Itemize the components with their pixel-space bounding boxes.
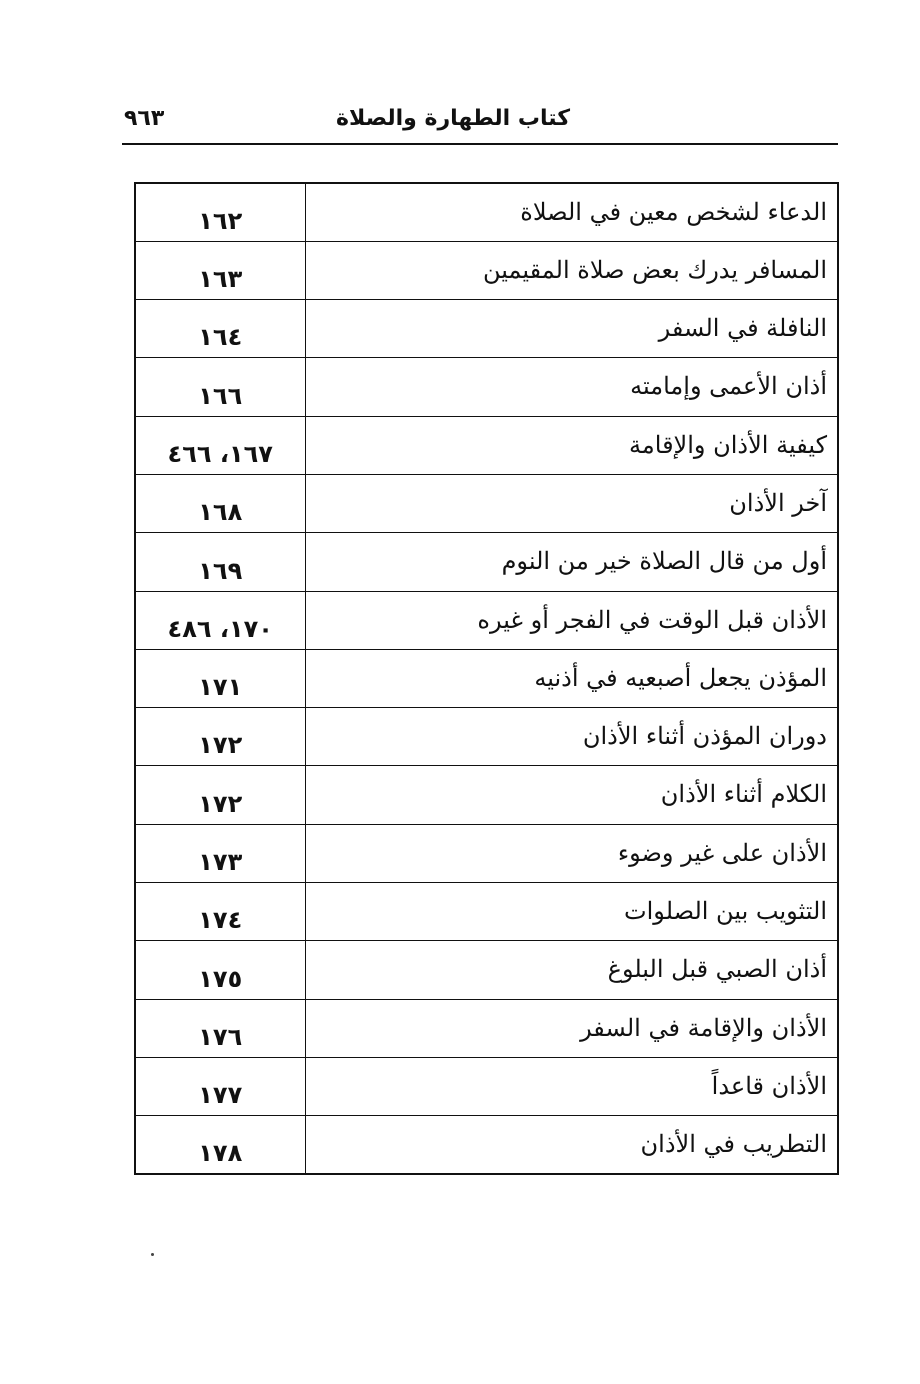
- topic-cell: المؤذن يجعل أصبعيه في أذنيه: [305, 649, 838, 707]
- page-ref-cell: ١٦٢: [135, 183, 305, 241]
- page-ref-cell: ١٦٩: [135, 533, 305, 591]
- page-ref-cell: ١٧٢: [135, 708, 305, 766]
- index-row: [135, 416, 838, 474]
- topic-cell: النافلة في السفر: [305, 300, 838, 358]
- page-ref-cell: ١٧٠، ٤٨٦: [135, 591, 305, 649]
- book-title: كتاب الطهارة والصلاة: [336, 106, 570, 131]
- page-ref-cell: ١٦٣: [135, 241, 305, 299]
- page-ref-cell: ١٧٨: [135, 1116, 305, 1174]
- index-row: [135, 824, 838, 882]
- index-row: [135, 766, 838, 824]
- page-ref-cell: ١٧٥: [135, 941, 305, 999]
- running-header: [122, 104, 838, 144]
- topic-cell: أذان الصبي قبل البلوغ: [305, 941, 838, 999]
- page-ref-cell: ١٦٦: [135, 358, 305, 416]
- index-row: [135, 358, 838, 416]
- page-ref-cell: ١٧٦: [135, 999, 305, 1057]
- page-ref-cell: ١٧٣: [135, 824, 305, 882]
- page-ref-cell: ١٦٨: [135, 474, 305, 532]
- page-ref-cell: ١٧٤: [135, 883, 305, 941]
- topic-cell: دوران المؤذن أثناء الأذان: [305, 708, 838, 766]
- index-row: [135, 241, 838, 299]
- page-ref-cell: ١٧٧: [135, 1057, 305, 1115]
- topic-cell: الأذان والإقامة في السفر: [305, 999, 838, 1057]
- index-table: [134, 182, 839, 1175]
- topic-cell: المسافر يدرك بعض صلاة المقيمين: [305, 241, 838, 299]
- index-row: [135, 300, 838, 358]
- topic-cell: التثويب بين الصلوات: [305, 883, 838, 941]
- index-row: [135, 591, 838, 649]
- index-row: [135, 941, 838, 999]
- topic-cell: أول من قال الصلاة خير من النوم: [305, 533, 838, 591]
- topic-cell: الكلام أثناء الأذان: [305, 766, 838, 824]
- topic-cell: كيفية الأذان والإقامة: [305, 416, 838, 474]
- topic-cell: آخر الأذان: [305, 474, 838, 532]
- page-ref-cell: ١٦٤: [135, 300, 305, 358]
- index-row: [135, 474, 838, 532]
- page-number: ٩٦٣: [124, 106, 165, 131]
- page-ref-cell: ١٧٢: [135, 766, 305, 824]
- index-row: [135, 1057, 838, 1115]
- topic-cell: أذان الأعمى وإمامته: [305, 358, 838, 416]
- index-table-body: [135, 183, 838, 1174]
- index-row: [135, 1116, 838, 1174]
- topic-cell: الدعاء لشخص معين في الصلاة: [305, 183, 838, 241]
- index-row: [135, 183, 838, 241]
- page-speck: [151, 1253, 154, 1256]
- index-row: [135, 533, 838, 591]
- topic-cell: الأذان على غير وضوء: [305, 824, 838, 882]
- index-row: [135, 649, 838, 707]
- topic-cell: التطريب في الأذان: [305, 1116, 838, 1174]
- index-row: [135, 883, 838, 941]
- header-divider: [122, 143, 838, 145]
- index-row: [135, 708, 838, 766]
- index-row: [135, 999, 838, 1057]
- page-ref-cell: ١٧١: [135, 649, 305, 707]
- topic-cell: الأذان قبل الوقت في الفجر أو غيره: [305, 591, 838, 649]
- page-ref-cell: ١٦٧، ٤٦٦: [135, 416, 305, 474]
- topic-cell: الأذان قاعداً: [305, 1057, 838, 1115]
